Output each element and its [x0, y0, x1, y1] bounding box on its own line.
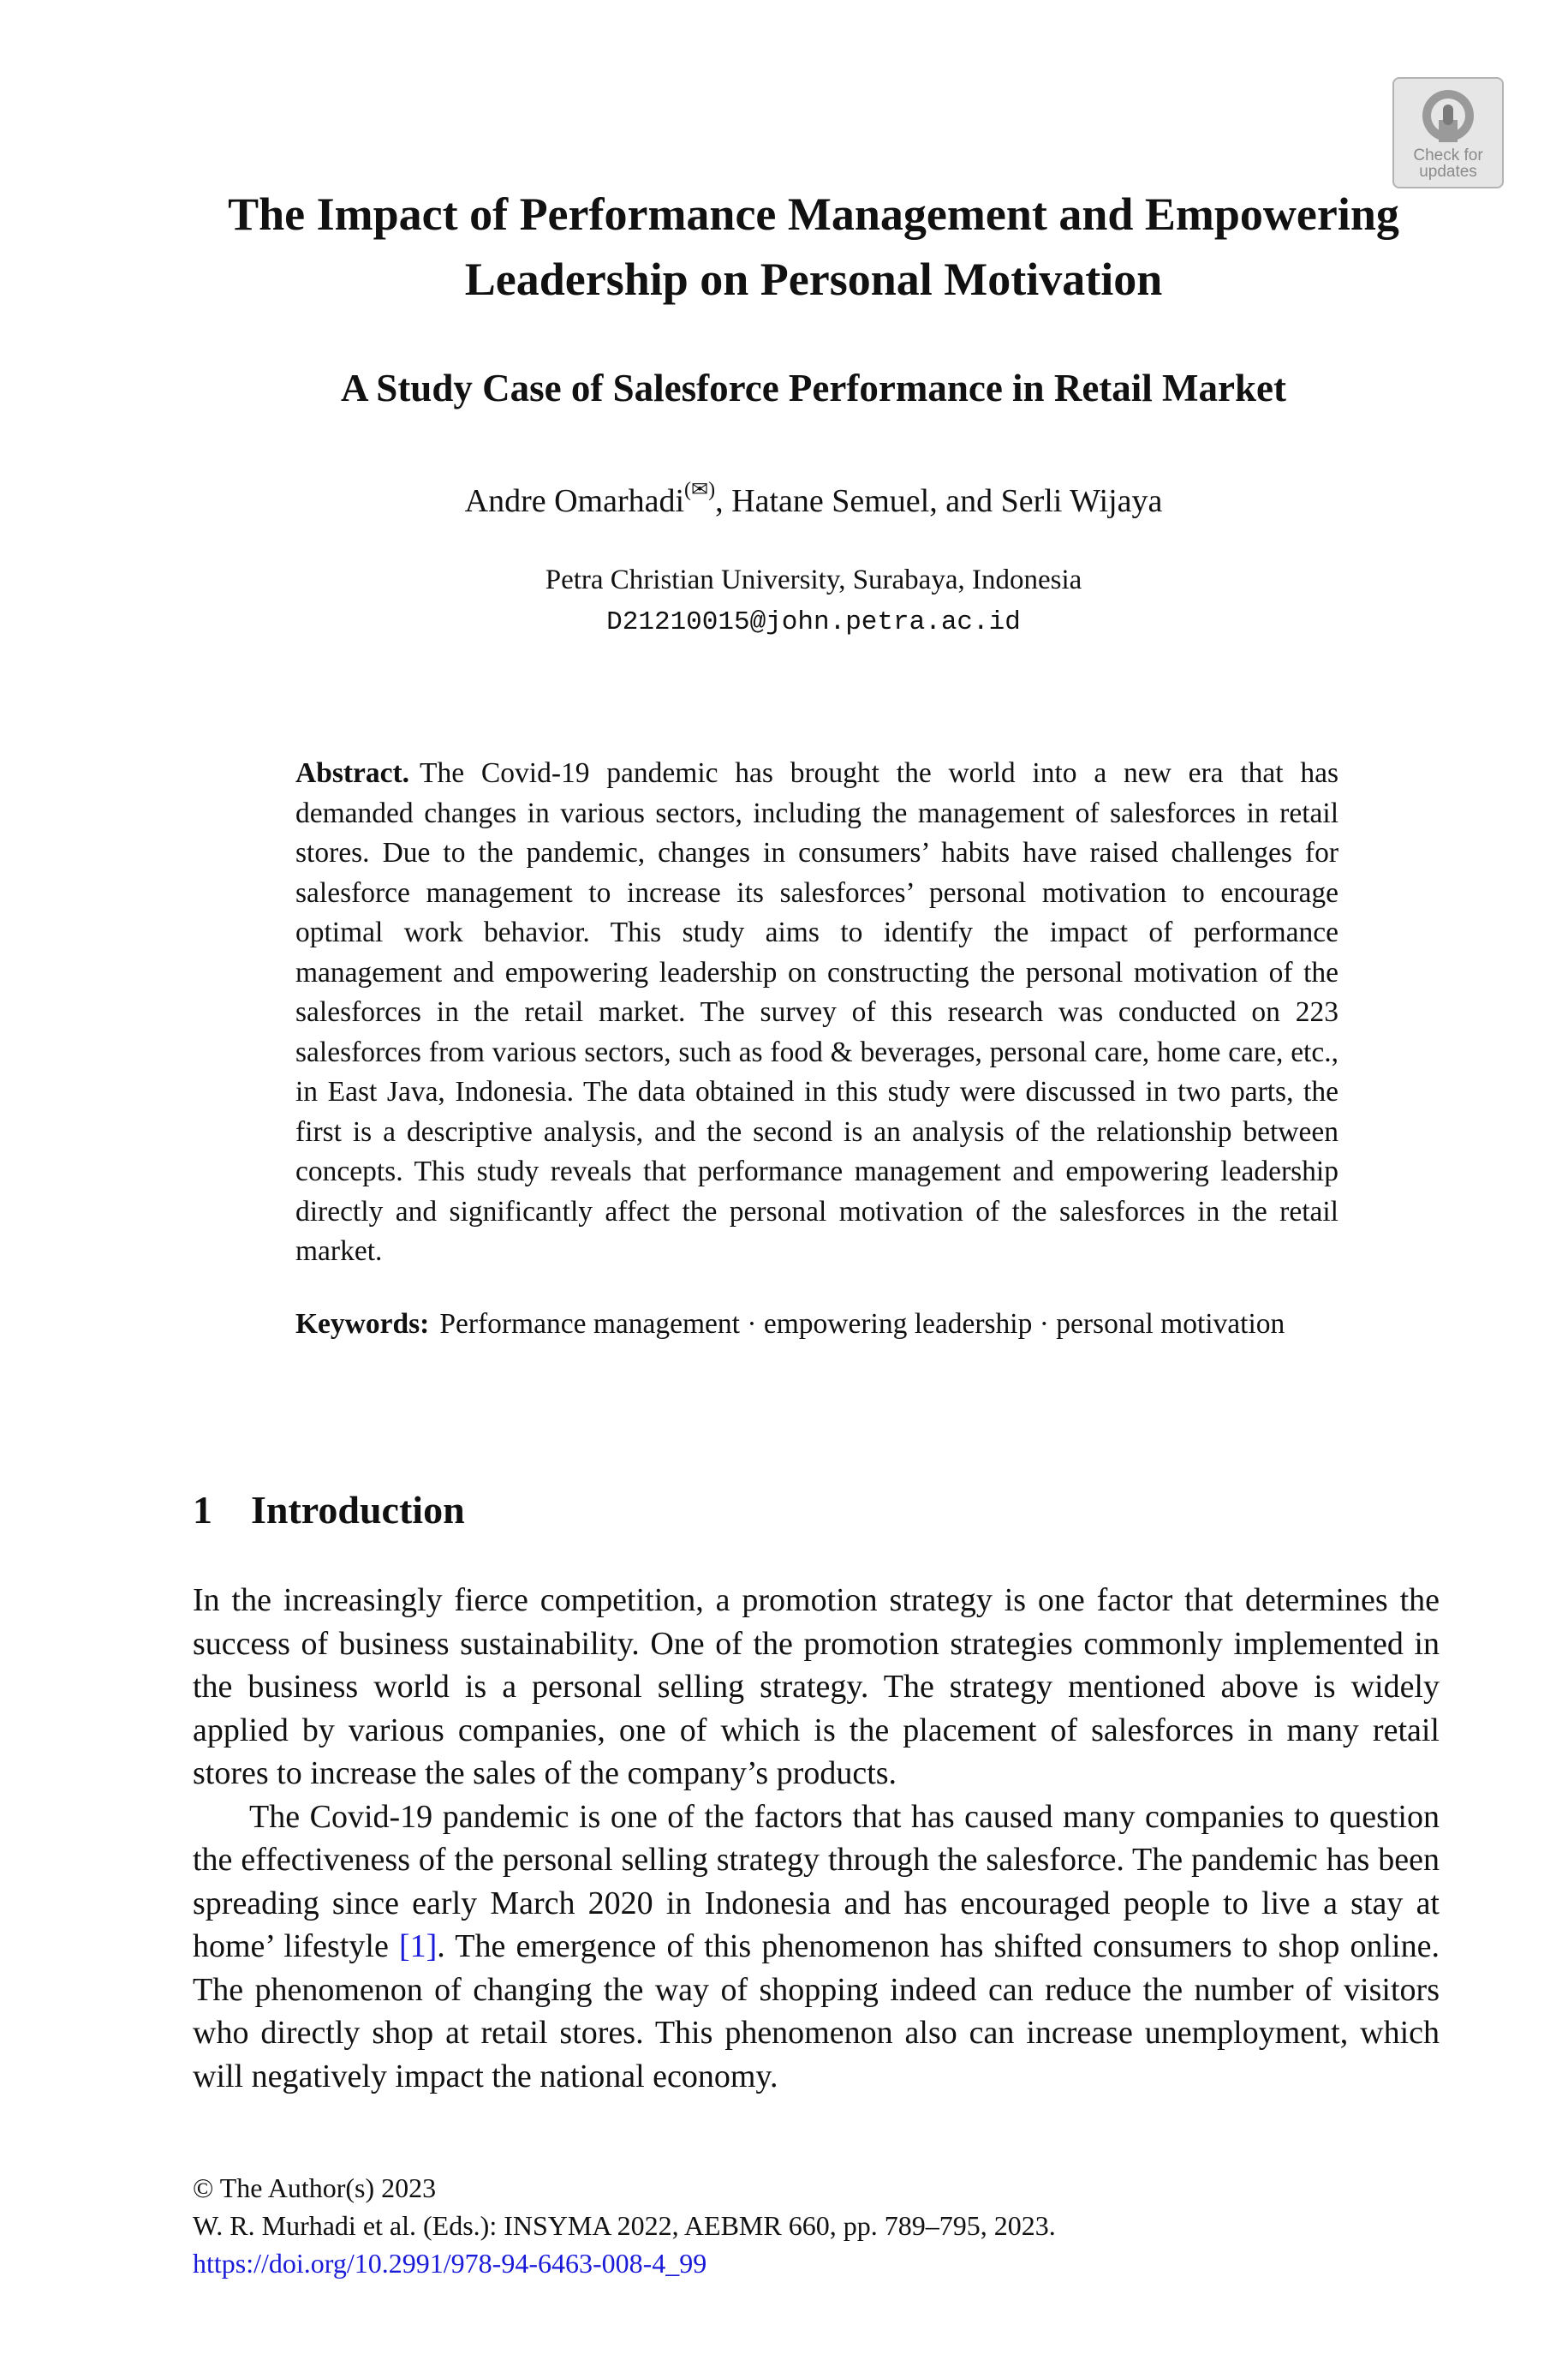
- body-text: [193, 1579, 1440, 2098]
- paper-title: The Impact of Performance Management and Empowering Leadership on Personal Motivation: [228, 188, 1399, 305]
- keywords-text: Performance management · empowering leadership · personal motivation: [439, 1308, 1285, 1340]
- author-list: [197, 480, 1430, 523]
- paragraph: In the increasingly fierce competition, a promotion strategy is one factor that determines the success of business sustainability. One of the promotion strategies commonly implemented in the business world is a personal selling strategy. The strategy mentioned above is widely applied by various companies, one of which is the placement of salesforces in many retail stores to increase the sales of the company’s products.: [193, 1582, 1440, 1791]
- abstract-label: Abstract.: [295, 757, 410, 789]
- abstract-text: The Covid-19 pandemic has brought the world into a new era that has demanded changes in various sectors, including the management of salesforces in retail stores. Due to the pandemic, changes in consumers’ habits have raised challenges for salesforce management to increase its salesforces’ personal motivation to encourage optimal work behavior. This study aims to identify the impact of performance management and empowering leadership on constructing the personal motivation of the salesforces in the retail market. The survey of this research was conducted on 223 salesforces from various sectors, such as food & beverages, personal care, home care, etc., in East Java, Indonesia. The data obtained in this study were discussed in two parts, the first is a descriptive analysis, and the second is an analysis of the relationship between concepts. This study reveals that performance management and empowering leadership directly and significantly affect the personal motivation of the salesforces in the retail market.: [295, 757, 1338, 1267]
- section-title: Introduction: [251, 1488, 465, 1532]
- affiliation: Petra Christian University, Surabaya, Indonesia: [545, 565, 1082, 595]
- check-for-updates-badge[interactable]: [1392, 77, 1504, 188]
- citation-link[interactable]: [1]: [398, 1928, 438, 1964]
- section-heading: [193, 1486, 465, 1534]
- coauthors: , Hatane Semuel, and Serli Wijaya: [715, 483, 1163, 519]
- check-updates-icon: [1418, 86, 1478, 146]
- envelope-icon: (✉): [684, 479, 716, 501]
- doi-link[interactable]: https://doi.org/10.2991/978-94-6463-008-4_99: [193, 2248, 707, 2279]
- footer: [193, 2169, 1440, 2282]
- badge-label: Check for updates: [1413, 146, 1483, 181]
- section-number: 1: [193, 1488, 212, 1532]
- keywords-label: Keywords:: [295, 1308, 430, 1340]
- keywords: [295, 1305, 1338, 1345]
- paragraph: The Covid-19 pandemic is one of the factors that has caused many companies to question the effectiveness of the personal selling strategy through the salesforce. The pandemic has been spreading since early March 2020 in Indonesia and has encouraged people to live a stay at home’ lifestyle [1]. The emergence of this phenomenon has shifted consumers to shop online. The phenomenon of changing the way of shopping indeed can reduce the number of visitors who directly shop at retail stores. This phenomenon also can increase unemployment, which will negatively impact the national economy.: [193, 1798, 1440, 2094]
- paper-subtitle: A Study Case of Salesforce Performance in Retail Market: [341, 367, 1286, 409]
- proceedings-citation: W. R. Murhadi et al. (Eds.): INSYMA 2022, AEBMR 660, pp. 789–795, 2023.: [193, 2210, 1056, 2241]
- copyright: © The Author(s) 2023: [193, 2172, 437, 2203]
- abstract: [295, 754, 1338, 1272]
- author-email[interactable]: D21210015@john.petra.ac.id: [606, 607, 1021, 637]
- corresponding-author: Andre Omarhadi: [464, 483, 685, 519]
